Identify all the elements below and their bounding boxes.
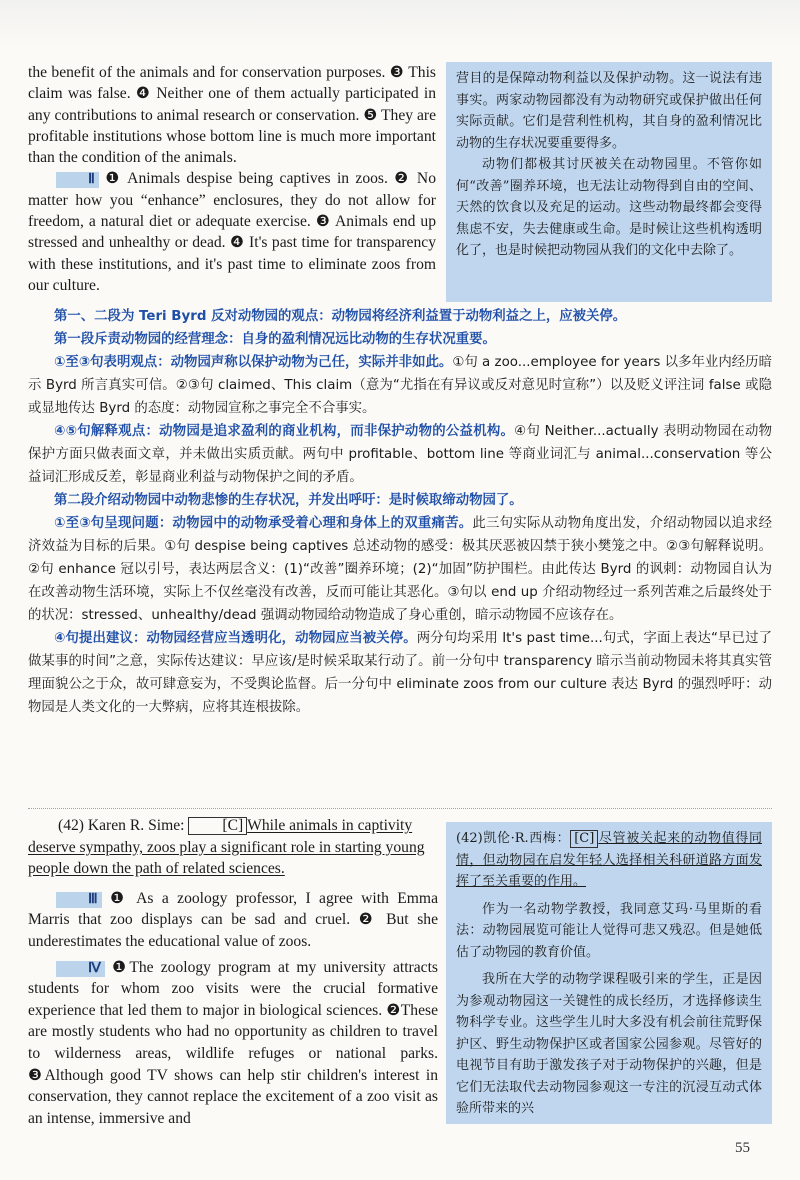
answer-option: [C]	[188, 817, 247, 835]
paragraph-marker: Ⅱ	[56, 172, 99, 188]
translation-paragraph-2: 动物们都极其讨厌被关在动物园里。不管你如何“改善”圈养环境，也无法让动物得到自由的空间、天然的饮食以及充足的运动。这些动物最终都会变得焦虑不安，失去健康或生命。是时候让这些机构透明化了，也是时候把动物园从我们的文化中去除了。	[456, 157, 762, 258]
translation-paragraph-1: 营目的是保障动物利益以及保护动物。这一说法有违事实。两家动物园都没有为动物研究或保护做出任何实际贡献。它们是营利性机构，其自身的盈利情况比动物的生存状况要重要得多。	[456, 71, 762, 151]
top-english-passage	[28, 62, 436, 296]
analysis-item-2	[28, 420, 772, 489]
question-42-passage	[28, 815, 438, 1129]
translation-paragraph-4: 我所在大学的动物学课程吸引来的学生，正是因为参观动物园这一关键性的成长经历，才选择修读生物科学专业。这些学生儿时大多没有机会前往荒野保护区、野生动物保护区或者国家公园参观。尽管好的电视节目有助于激发孩子对于动物保护的兴趣，但是它们无法取代去动物园参观这一专注的沉浸互动式体验所带来的兴	[456, 972, 762, 1116]
analysis-item-3	[28, 512, 772, 627]
translation-answer	[456, 828, 762, 893]
analysis-item-3-body: 此三句实际从动物角度出发，介绍动物园以追求经济效益为目标的后果。①句 despise being captives 总述动物的感受：极其厌恶被囚禁于狭小樊笼之中。②③句解释说明。②句 enhance 冠以引号，表达两层含义：(1)“改善”圈养环境；(2)“加固”防护围栏。由此传达 Byrd 的讽刺：动物园自认为在改善动物生活环境，实际上不仅丝毫没有改善，反而可能让其恶化。③句以 end up 介绍动物经过一系列苦难之后最终处于的状况：stressed、unhealthy/dead 强调动物园给动物造成了身心重创，暗示动物园不应该存在。	[28, 516, 772, 623]
paragraph-4	[28, 957, 438, 1130]
section-divider	[28, 808, 772, 809]
analysis-paragraph-1-heading: 第一段斥责动物园的经营理念：自身的盈利情况远比动物的生存状况重要。	[54, 332, 496, 347]
translation-question-number: (42)凯伦·R.西梅：	[456, 831, 571, 846]
paragraph-marker: Ⅳ	[56, 961, 105, 977]
paragraph-3-text: ❶ As a zoology professor, I agree with Emma Marris that zoo displays can be sad and cruel. ❷ But she underestimates the educational value of zoos.	[28, 889, 438, 950]
analysis-item-3-heading: ①至③句呈现问题：动物园中的动物承受着心理和身体上的双重痛苦。	[54, 516, 473, 531]
analysis-section	[28, 305, 772, 719]
translation-answer-option: [C]	[570, 830, 598, 848]
page-top-shadow	[0, 0, 800, 48]
translation-answer-text: 尽管被关起来的动物值得同情，但动物园在启发年轻人选择相关科研道路方面发挥了至关重要的作用。	[456, 831, 762, 889]
analysis-item-4-body: 两分句均采用 It's past time...句式，字面上表达“早已过了做某事的时间”之意，实际传达建议：早应该/是时候采取某行动了。前一分句中 transparency 暗示当前动物园未将其真实管理面貌公之于众，故可肆意妄为，不受舆论监督。后一分句中 eliminate zoos from our culture 表达 Byrd 的强烈呼吁：动物园是人类文化的一大弊病，应将其连根拔除。	[28, 631, 772, 715]
paragraph-2	[28, 168, 436, 296]
paragraph-marker: Ⅲ	[56, 892, 102, 908]
answer-option-text: While animals in captivity deserve sympathy, zoos play a significant role in starting young people down the path of related sciences.	[28, 817, 425, 878]
analysis-item-1	[28, 351, 772, 420]
paragraph-3	[28, 888, 438, 953]
page-number: 55	[735, 1140, 750, 1156]
question-42-answer	[28, 815, 438, 880]
question-42-translation-box	[446, 822, 772, 1124]
analysis-item-1-body: ①句 a zoo...employee for years 以多年业内经历暗示 Byrd 所言真实可信。②③句 claimed、This claim（意为“尤指在有异议或反对意见时宣称”）以及贬义评注词 false 或隐或显地传达 Byrd 的态度：动物园宣称之事完全不合事实。	[28, 355, 772, 416]
paragraph-2-text: ❶ Animals despise being captives in zoos. ❷ No matter how you “enhance” enclosures, they do not allow for freedom, a natural diet or adequate exercise. ❸ Animals end up stressed and unhealthy or dead. ❹ It's past time for transparency with these institutions, and it's past time to eliminate zoos from our culture.	[28, 170, 436, 294]
top-translation-box	[446, 62, 772, 302]
question-number: (42) Karen R. Sime:	[58, 817, 185, 834]
analysis-item-4	[28, 627, 772, 719]
translation-paragraph-3: 作为一名动物学教授，我同意艾玛·马里斯的看法：动物园展览可能让人觉得可悲又残忍。但是她低估了动物园的教育价值。	[456, 901, 762, 960]
paragraph-1-continuation: the benefit of the animals and for conservation purposes. ❸ This claim was false. ❹ Neither one of them actually participated in any contributions to animal research or conservation. ❺ They are profitable institutions whose bottom line is much more important than the condition of the animals.	[28, 64, 436, 167]
analysis-summary: 第一、二段为 Teri Byrd 反对动物园的观点：动物园将经济利益置于动物利益之上，应被关停。	[54, 309, 627, 324]
analysis-item-2-body: ④句 Neither...actually 表明动物园在动物保护方面只做表面文章，并未做出实质贡献。两句中 profitable、bottom line 等商业词汇与 animal...conservation 等公益词汇形成反差，彰显商业利益与动物保护之间的矛盾。	[28, 424, 772, 485]
analysis-paragraph-2-heading: 第二段介绍动物园中动物悲惨的生存状况，并发出呼吁：是时候取缔动物园了。	[54, 493, 523, 508]
analysis-item-1-heading: ①至③句表明观点：动物园声称以保护动物为己任，实际并非如此。	[54, 355, 453, 370]
analysis-item-2-heading: ④⑤句解释观点：动物园是追求盈利的商业机构，而非保护动物的公益机构。	[54, 424, 515, 439]
analysis-item-4-heading: ④句提出建议：动物园经营应当透明化，动物园应当被关停。	[54, 631, 417, 646]
paragraph-4-text: ❶The zoology program at my university attracts students for whom zoo visits were the crucial formative experience that led them to major in biological sciences. ❷These are mostly students who had no opportunity as children to travel to wilderness areas, wildlife refuges or national parks. ❸Although good TV shows can help stir children's interest in conservation, they cannot replace the excitement of a zoo visit as an intense, immersive and	[28, 958, 438, 1127]
